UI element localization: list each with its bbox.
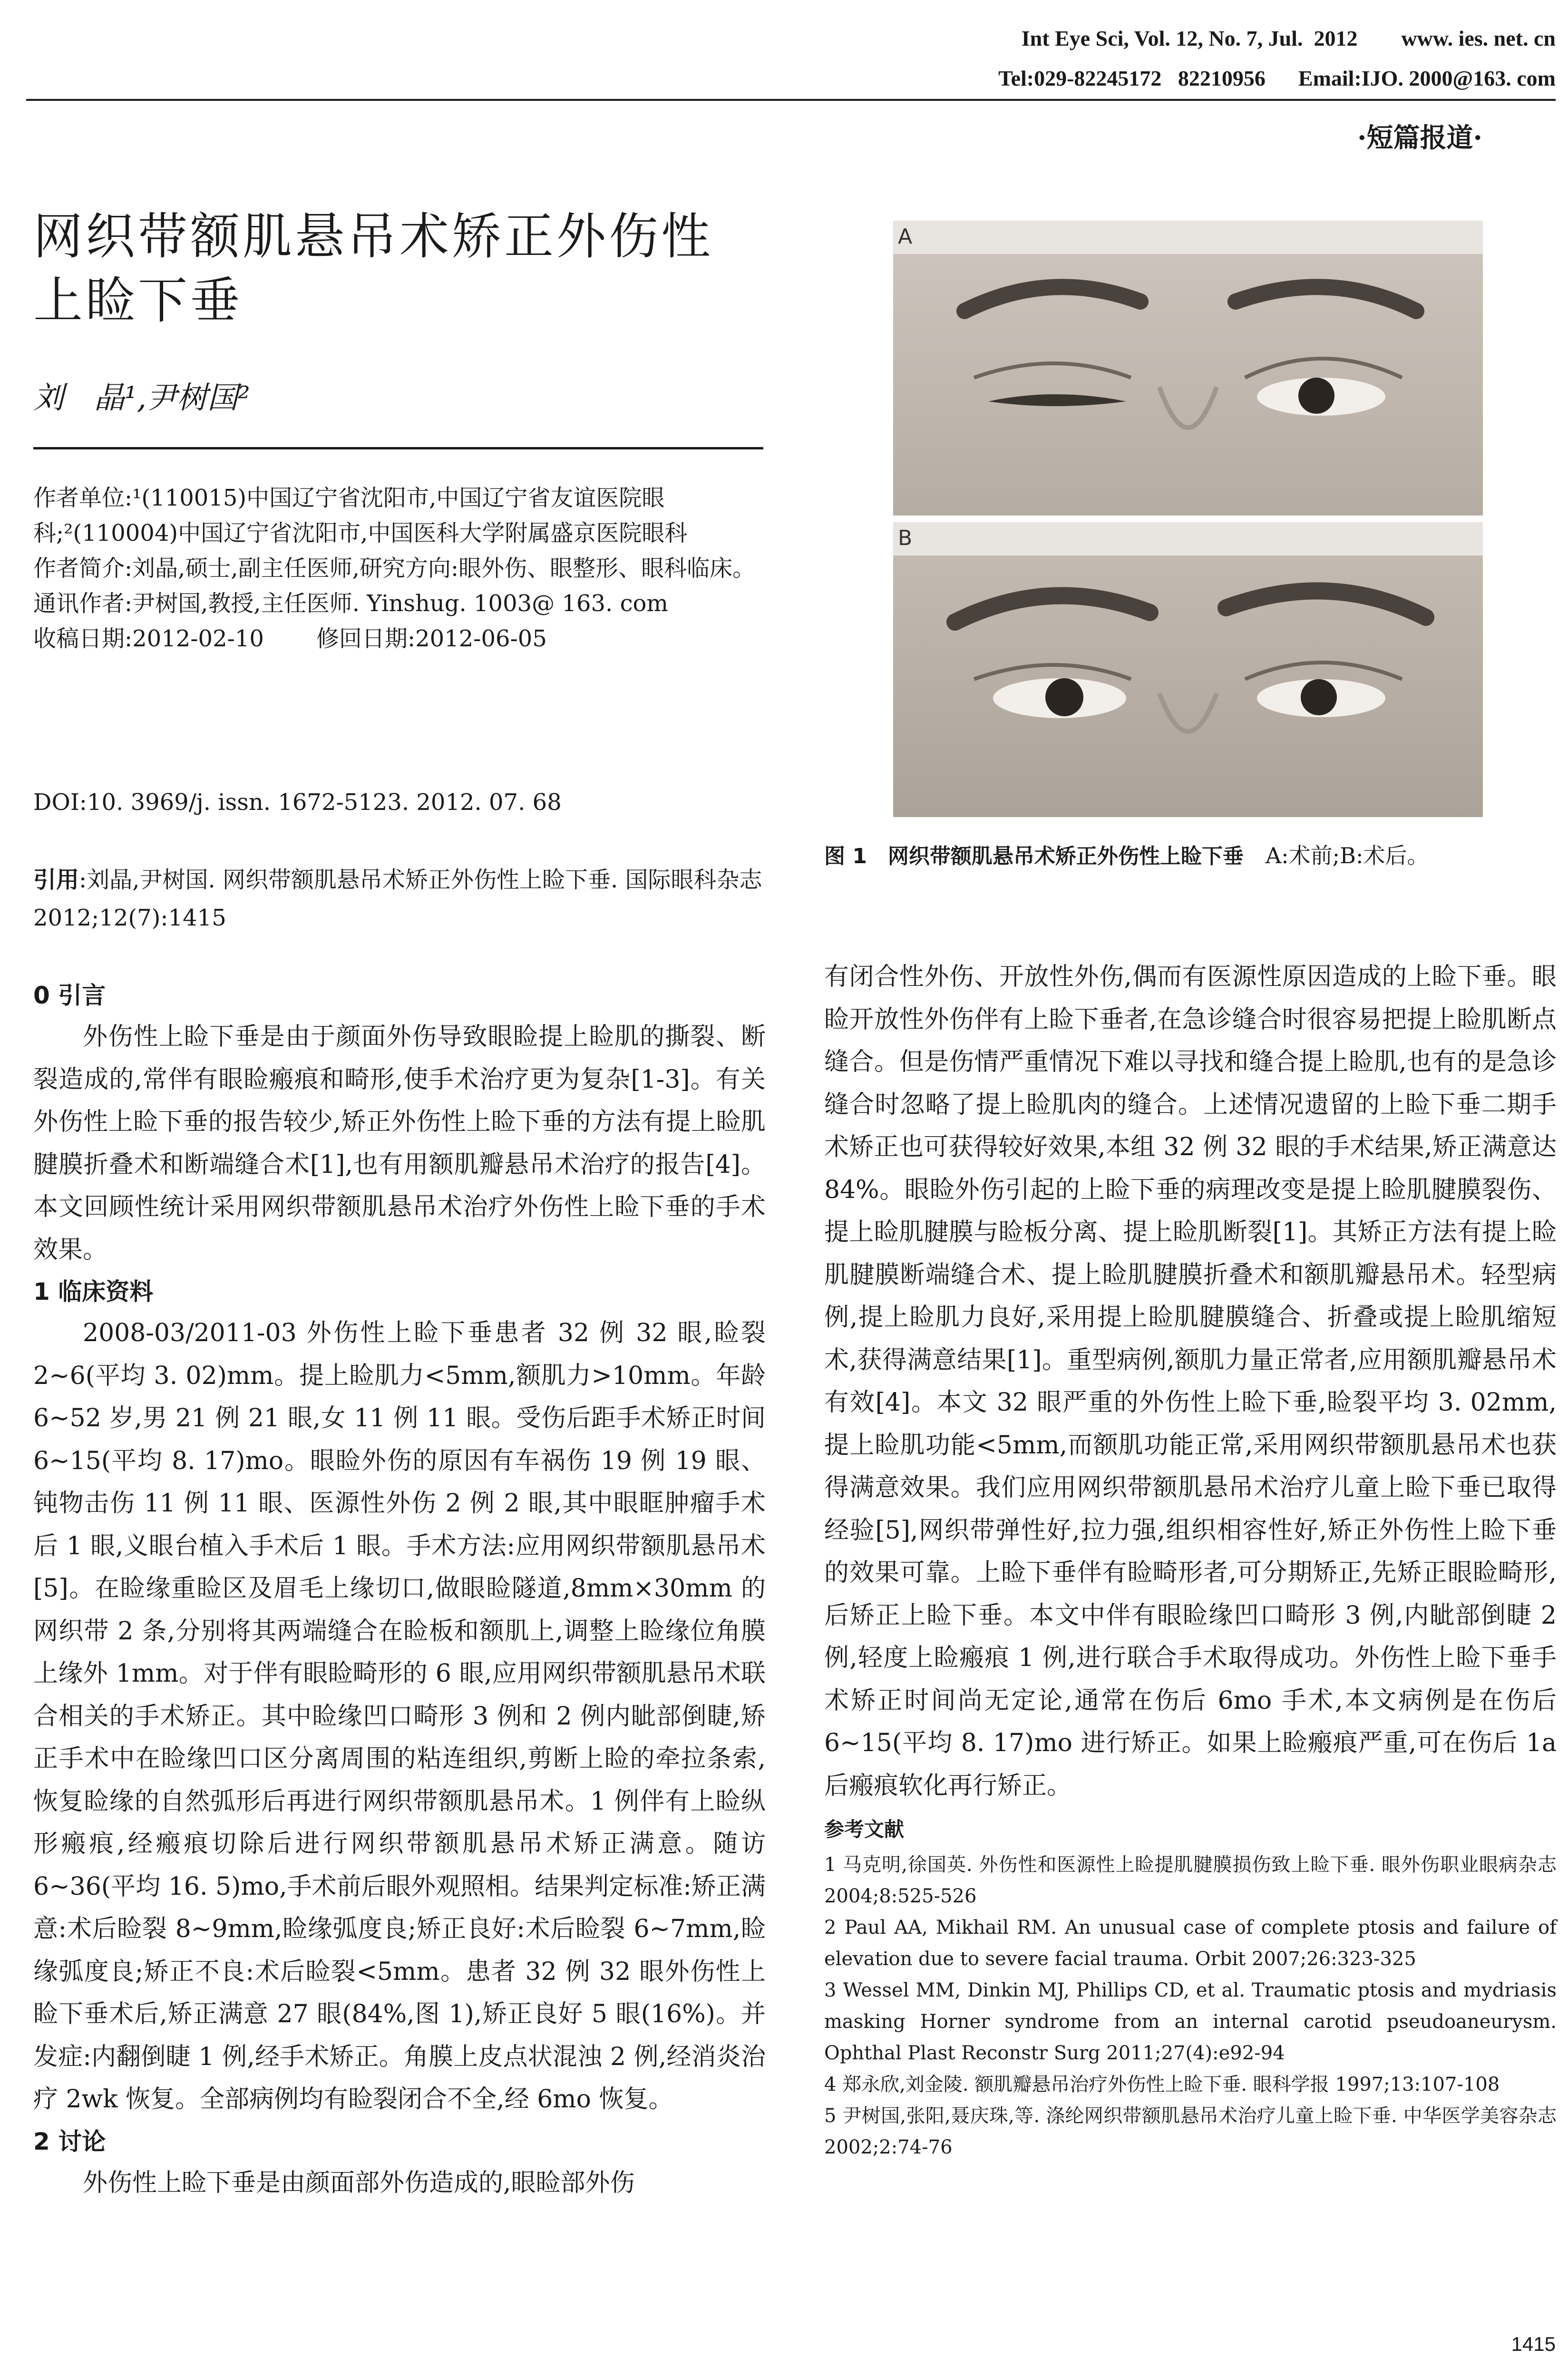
face-preop-illustration: [893, 221, 1483, 516]
running-header-contact: Tel:029-82245172 82210956 Email:IJO. 2000@163. com: [998, 66, 1556, 90]
page-number: 1415: [1511, 2333, 1556, 2355]
panel-label-a: A: [898, 224, 913, 249]
running-header-journal: Int Eye Sci, Vol. 12, No. 7, Jul. 2012 www. ies. net. cn: [1021, 26, 1556, 50]
paragraph-discussion-continued: 有闭合性外伤、开放性外伤,偶而有医源性原因造成的上睑下垂。眼睑开放性外伤伴有上睑下垂者,在急诊缝合时很容易把提上睑肌断点缝合。但是伤情严重情况下难以寻找和缝合提上睑肌,也有的是急诊缝合时忽略了提上睑肌肉的缝合。上述情况遗留的上睑下垂二期手术矫正也可获得较好效果,本组 32 例 32 眼的手术结果,矫正满意达 84%。眼睑外伤引起的上睑下垂的病理改变是提上睑肌腱膜裂伤、提上睑肌腱膜与睑板分离、提上睑肌断裂[1]。其矫正方法有提上睑肌腱膜断端缝合术、提上睑肌腱膜折叠术和额肌瓣悬吊术。轻型病例,提上睑肌力良好,采用提上睑肌腱膜缝合、折叠或提上睑肌缩短术,获得满意结果[1]。重型病例,额肌力量正常者,应用额肌瓣悬吊术有效[4]。本文 32 眼严重的外伤性上睑下垂,睑裂平均 3. 02mm,提上睑肌功能<5mm,而额肌功能正常,采用网织带额肌悬吊术也获得满意效果。我们应用网织带额肌悬吊术治疗儿童上睑下垂已取得经验[5],网织带弹性好,拉力强,组织相容性好,矫正外伤性上睑下垂的效果可靠。上睑下垂伴有睑畸形者,可分期矫正,先矫正眼睑畸形,后矫正上睑下垂。本文中伴有眼睑缘凹口畸形 3 例,内眦部倒睫 2 例,轻度上睑瘢痕 1 例,进行联合手术取得成功。外伤性上睑下垂手术矫正时间尚无定论,通常在伤后 6mo 手术,本文病例是在伤后 6~15(平均 8. 17)mo 进行矫正。如果上睑瘢痕严重,可在伤后 1a 后瘢痕软化再行矫正。: [824, 963, 1557, 1800]
reference-item: 3 Wessel MM, Dinkin MJ, Phillips CD, et al. Traumatic ptosis and mydriasis masking Horner syndrome from an internal carotid pseudoaneurysm. Ophthal Plast Reconstr Surg 2011;27(4):e92-94: [824, 1979, 1557, 2064]
reference-item: 4 郑永欣,刘金陵. 额肌瓣悬吊治疗外伤性上睑下垂. 眼科学报 1997;13:107-108: [824, 2074, 1500, 2095]
affiliation-text: ¹(110015)中国辽宁省沈阳市,中国辽宁省友谊医院眼科;²(110004)中国辽宁省沈阳市,中国医科大学附属盛京医院眼科: [33, 485, 688, 546]
received-date: 收稿日期:2012-02-10: [33, 625, 264, 652]
paragraph-discussion-start: 外伤性上睑下垂是由颜面部外伤造成的,眼睑部外伤: [83, 2168, 635, 2197]
figure-photo-preop: [893, 221, 1483, 516]
heading-clinical-data: 1 临床资料: [33, 1278, 154, 1305]
reference-list: [824, 1849, 1557, 2163]
front-matter: [33, 480, 763, 656]
revised-date: 修回日期:2012-06-05: [316, 625, 547, 652]
figure-caption: [824, 837, 1557, 875]
header-rule: [26, 99, 1556, 101]
doi: DOI:10. 3969/j. issn. 1672-5123. 2012. 07. 68: [33, 789, 562, 816]
heading-introduction: 0 引言: [33, 982, 106, 1009]
dates: [33, 621, 763, 656]
title-line-2: 上睑下垂: [33, 272, 243, 330]
right-column: [824, 956, 1557, 2163]
citation-text: :刘晶,尹树国. 网织带额肌悬吊术矫正外伤性上睑下垂. 国际眼科杂志 2012;12(7):1415: [33, 867, 762, 931]
affiliation-label: 作者单位:: [33, 485, 133, 511]
face-postop-illustration: [893, 522, 1483, 817]
figure-caption-label: 图 1 网织带额肌悬吊术矫正外伤性上睑下垂: [824, 844, 1244, 868]
author-intro: 作者简介:刘晶,硕士,副主任医师,研究方向:眼外伤、眼整形、眼科临床。: [33, 555, 756, 582]
title-line-1: 网织带额肌悬吊术矫正外伤性: [33, 207, 714, 265]
section-tag: ·短篇报道·: [1357, 122, 1482, 154]
affiliation: [33, 480, 763, 551]
authors: 刘 晶¹,尹树国²: [33, 380, 250, 416]
paragraph-clinical-data: 2008-03/2011-03 外伤性上睑下垂患者 32 例 32 眼,睑裂 2~6(平均 3. 02)mm。提上睑肌力<5mm,额肌力>10mm。年龄 6~52 岁,男 21 例 21 眼,女 11 例 11 眼。受伤后距手术矫正时间 6~15(平均 8. 17)mo。眼睑外伤的原因有车祸伤 19 例 19 眼、钝物击伤 11 例 11 眼、医源性外伤 2 例 2 眼,其中眼眶肿瘤手术后 1 眼,义眼台植入手术后 1 眼。手术方法:应用网织带额肌悬吊术[5]。在睑缘重睑区及眉毛上缘切口,做眼睑隧道,8mm×30mm 的网织带 2 条,分别将其两端缝合在睑板和额肌上,调整上睑缘位角膜上缘外 1mm。对于伴有眼睑畸形的 6 眼,应用网织带额肌悬吊术联合相关的手术矫正。其中睑缘凹口畸形 3 例和 2 例内眦部倒睫,矫正手术中在睑缘凹口区分离周围的粘连组织,剪断上睑的牵拉条索,恢复睑缘的自然弧形后再进行网织带额肌悬吊术。1 例伴有上睑纵形瘢痕,经瘢痕切除后进行网织带额肌悬吊术矫正满意。随访 6~36(平均 16. 5)mo,手术前后眼外观照相。结果判定标准:矫正满意:术后睑裂 8~9mm,睑缘弧度良;矫正良好:术后睑裂 6~7mm,睑缘弧度良;矫正不良:术后睑裂<5mm。患者 32 例 32 眼外伤性上睑下垂术后,矫正满意 27 眼(84%,图 1),矫正良好 5 眼(16%)。并发症:内翻倒睫 1 例,经手术矫正。角膜上皮点状混浊 2 例,经消炎治疗 2wk 恢复。全部病例均有睑裂闭合不全,经 6mo 恢复。: [33, 1319, 766, 2114]
figure-caption-text: A:术前;B:术后。: [1243, 843, 1429, 868]
citation: [33, 861, 766, 937]
reference-item: 5 尹树国,张阳,聂庆珠,等. 涤纶网织带额肌悬吊术治疗儿童上睑下垂. 中华医学美容杂志 2002;2:74-76: [824, 2105, 1557, 2158]
heading-references: 参考文献: [824, 1818, 905, 1841]
panel-label-b: B: [898, 526, 913, 550]
article-title: [33, 205, 775, 333]
left-column: [33, 975, 766, 2204]
author-rule: [33, 447, 763, 449]
reference-item: 1 马克明,徐国英. 外伤性和医源性上睑提肌腱膜损伤致上睑下垂. 眼外伤职业眼病杂志 2004;8:525-526: [824, 1854, 1557, 1907]
reference-item: 2 Paul AA, Mikhail RM. An unusual case of complete ptosis and failure of elevation due to severe facial trauma. Orbit 2007;26:323-325: [824, 1917, 1557, 1970]
citation-label: 引用: [33, 867, 79, 893]
correspondence: 通讯作者:尹树国,教授,主任医师. Yinshug. 1003@ 163. com: [33, 590, 668, 617]
figure-photo-postop: [893, 522, 1483, 817]
paragraph-introduction: 外伤性上睑下垂是由于颜面外伤导致眼睑提上睑肌的撕裂、断裂造成的,常伴有眼睑瘢痕和畸形,使手术治疗更为复杂[1-3]。有关外伤性上睑下垂的报告较少,矫正外伤性上睑下垂的方法有提上睑肌腱膜折叠术和断端缝合术[1],也有用额肌瓣悬吊术治疗的报告[4]。本文回顾性统计采用网织带额肌悬吊术治疗外伤性上睑下垂的手术效果。: [33, 1023, 766, 1264]
heading-discussion: 2 讨论: [33, 2127, 106, 2155]
